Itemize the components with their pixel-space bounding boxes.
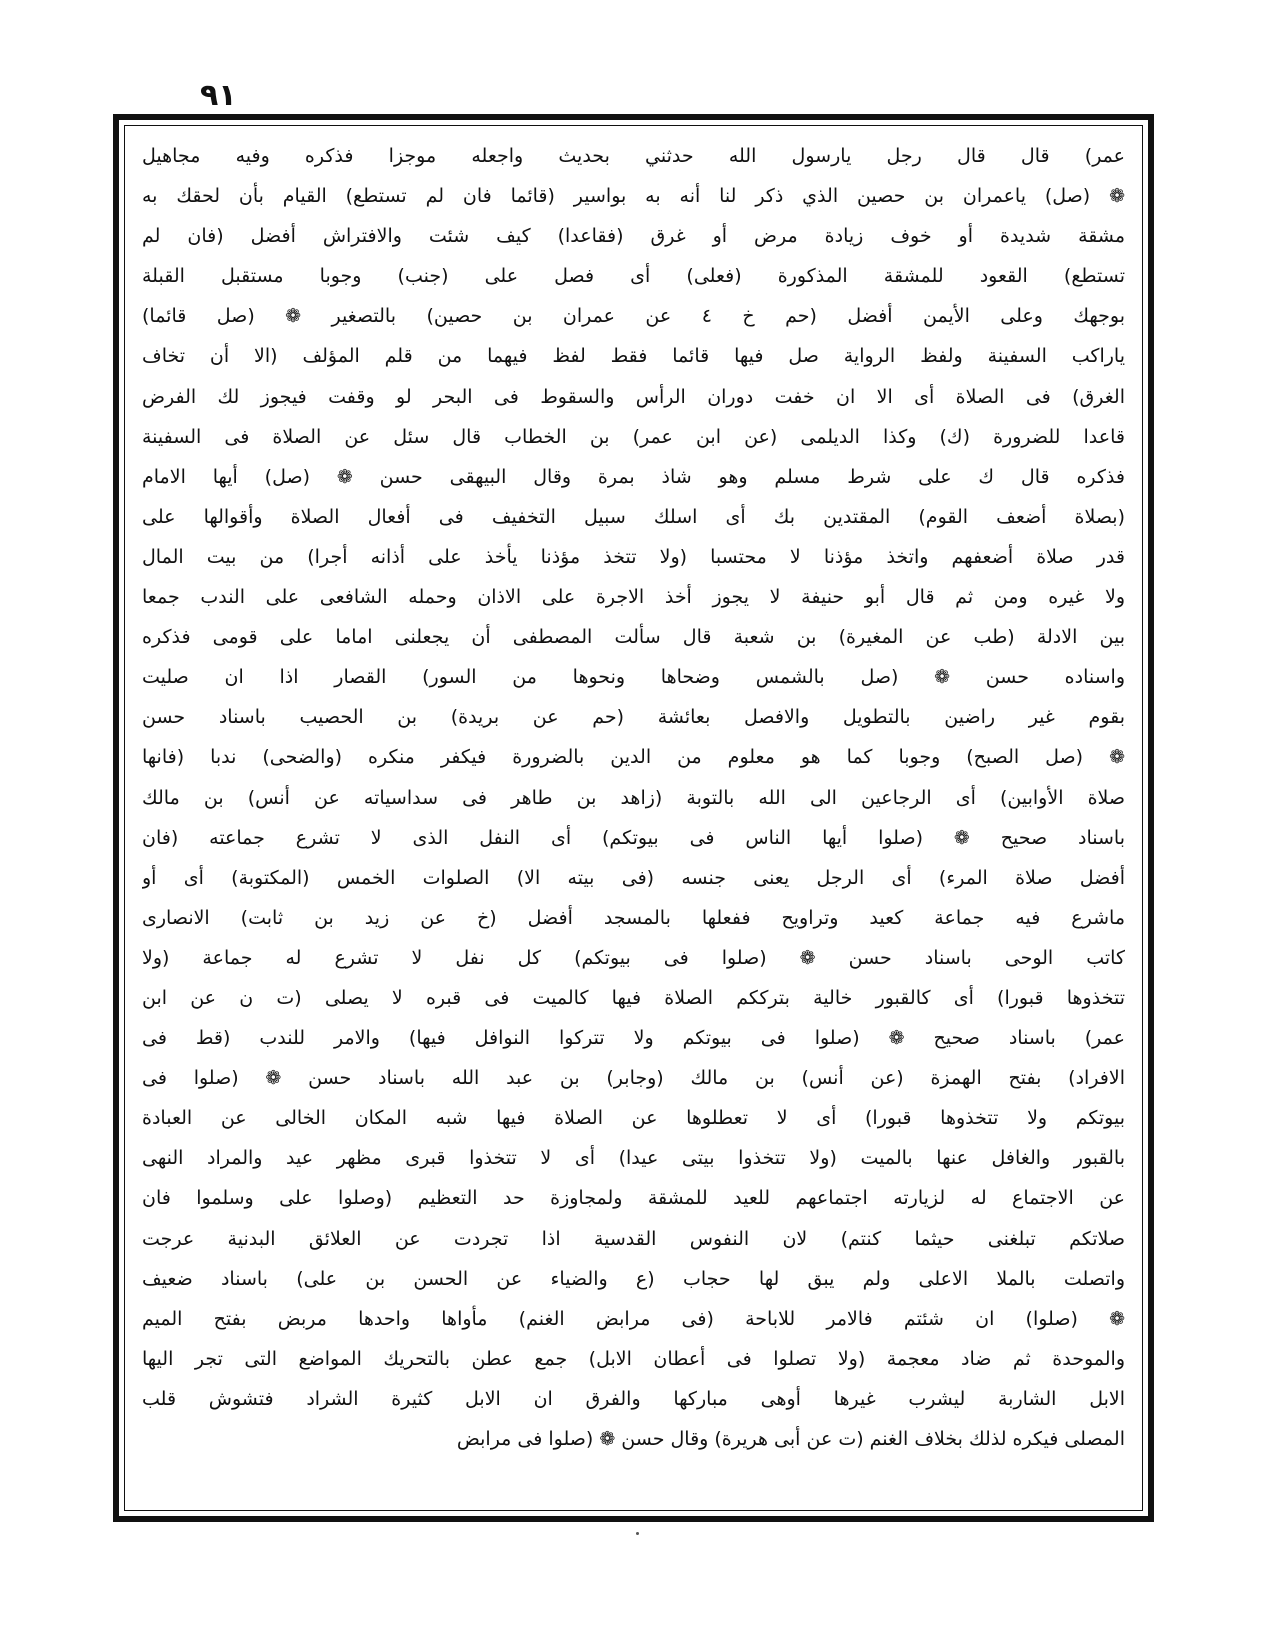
text-line: الافراد) بفتح الهمزة (عن أنس) بن مالك (وجابر) بن عبد الله باسناد حسن ❁ (صلوا فى bbox=[142, 1067, 1125, 1090]
text-line: صلاتكم تبلغنى حيثما كنتم) لان النفوس القدسية اذا تجردت عن العلائق البدنية عرجت bbox=[142, 1227, 1125, 1250]
text-line: بين الادلة (طب عن المغيرة) بن شعبة قال سألت المصطفى أن يجعلنى اماما على قومى فذكره bbox=[142, 626, 1125, 649]
text-line: بالقبور والغافل عنها بالميت (ولا تتخذوا بيتى عيدا) أى لا تتخذوا قبرى مظهر عيد والمراد النهى bbox=[142, 1147, 1125, 1170]
text-line: مشقة شديدة أو خوف زيادة مرض أو غرق (فقاعدا) كيف شئت والافتراش أفضل (فان لم bbox=[142, 225, 1125, 248]
text-line: تتخذوها قبورا) أى كالقبور خالية بترككم الصلاة فيها كالميت فى قبره لا يصلى (ت ن عن ابن bbox=[142, 986, 1125, 1009]
text-line: ياراكب السفينة ولفظ الرواية صل فيها قائما فقط لفظ فيهما من قلم المؤلف (الا أن تخاف bbox=[142, 345, 1125, 368]
text-line: واسناده حسن ❁ (صل بالشمس وضحاها ونحوها من السور) القصار اذا ان صليت bbox=[142, 666, 1125, 689]
text-line: ولا غيره ومن ثم قال أبو حنيفة لا يجوز أخذ الاجرة على الاذان وحمله الشافعى على الندب جمعا bbox=[142, 586, 1125, 609]
text-line: (بصلاة أضعف القوم) المقتدين بك أى اسلك سبيل التخفيف فى أفعال الصلاة وأقوالها على bbox=[142, 505, 1125, 528]
text-line: ❁ (صلوا) ان شئتم فالامر للاباحة (فى مرابض الغنم) مأواها واحدها مربض بفتح الميم bbox=[142, 1307, 1125, 1330]
text-line: واتصلت بالملا الاعلى ولم يبق لها حجاب (ع والضياء عن الحسن بن على) باسناد ضعيف bbox=[142, 1267, 1125, 1290]
text-line: عن الاجتماع له لزيارته اجتماعهم للعيد للمشقة ولمجاوزة حد التعظيم (وصلوا على وسلموا فان bbox=[142, 1187, 1125, 1210]
text-line: تستطع) القعود للمشقة المذكورة (فعلى) أى فصل على (جنب) وجوبا مستقبل القبلة bbox=[142, 265, 1125, 288]
text-line: صلاة الأوابين) أى الرجاعين الى الله بالتوبة (زاهد بن طاهر فى سداسياته عن أنس) بن مالك bbox=[142, 786, 1125, 809]
text-line: فذكره قال ك على شرط مسلم وهو شاذ بمرة وقال البيهقى حسن ❁ (صل) أيها الامام bbox=[142, 465, 1125, 488]
text-line: الابل الشاربة ليشرب غيرها أوهى مباركها والفرق ان الابل كثيرة الشراد فتشوش قلب bbox=[142, 1387, 1125, 1410]
scan-speck bbox=[636, 1532, 639, 1535]
text-line: أفضل صلاة المرء) أى الرجل يعنى جنسه (فى بيته الا) الصلوات الخمس (المكتوبة) أى أو bbox=[142, 866, 1125, 889]
text-line: كاتب الوحى باسناد حسن ❁ (صلوا فى بيوتكم) كل نفل لا تشرع له جماعة (ولا bbox=[142, 946, 1125, 969]
text-line: المصلى فيكره لذلك بخلاف الغنم (ت عن أبى هريرة) وقال حسن ❁ (صلوا فى مرابض bbox=[456, 1428, 1125, 1450]
text-line: بيوتكم ولا تتخذوها قبورا) أى لا تعطلوها عن الصلاة فيها شبه المكان الخالى عن العبادة bbox=[142, 1107, 1125, 1130]
text-line: عمر) باسناد صحيح ❁ (صلوا فى بيوتكم ولا تتركوا النوافل فيها) والامر للندب (قط فى bbox=[142, 1027, 1125, 1050]
text-line: عمر) قال قال رجل يارسول الله حدثني بحديث واجعله موجزا فذكره وفيه مجاهيل bbox=[142, 145, 1125, 167]
text-line: باسناد صحيح ❁ (صلوا أيها الناس فى بيوتكم) أى النفل الذى لا تشرع جماعته (فان bbox=[142, 826, 1125, 849]
text-body bbox=[142, 136, 1125, 1500]
page-number: ٩١ bbox=[200, 78, 237, 113]
text-line: بوجهك وعلى الأيمن أفضل (حم خ ٤ عن عمران بن حصين) بالتصغير ❁ (صل قائما) bbox=[142, 305, 1125, 328]
text-line: والموحدة ثم ضاد معجمة (ولا تصلوا فى أعطان الابل) جمع عطن بالتحريك المواضع التى تجر اليها bbox=[142, 1347, 1125, 1370]
text-line: ❁ (صل الصبح) وجوبا كما هو معلوم من الدين بالضرورة فيكفر منكره (والضحى) ندبا (فانها bbox=[142, 746, 1125, 769]
text-line: بقوم غير راضين بالتطويل والافصل بعائشة (حم عن بريدة) بن الحصيب باسناد حسن bbox=[142, 706, 1125, 729]
text-line: قدر صلاة أضعفهم واتخذ مؤذنا لا محتسبا (ولا تتخذ مؤذنا يأخذ على أذانه أجرا) من بيت المال bbox=[142, 545, 1125, 568]
text-line: ❁ (صل) ياعمران بن حصين الذي ذكر لنا أنه به بواسير (قائما فان لم تستطع) القيام بأن لحقك به bbox=[142, 185, 1125, 208]
text-line: قاعدا للضرورة (ك) وكذا الديلمى (عن ابن عمر) بن الخطاب قال سئل عن الصلاة فى السفينة bbox=[142, 425, 1125, 448]
text-line: الغرق) فى الصلاة أى الا ان خفت دوران الرأس والسقوط فى البحر لو وقفت فيجوز لك الفرض bbox=[142, 385, 1125, 408]
text-line: ماشرع فيه جماعة كعيد وتراويح ففعلها بالمسجد أفضل (خ عن زيد بن ثابت) الانصارى bbox=[142, 906, 1125, 929]
